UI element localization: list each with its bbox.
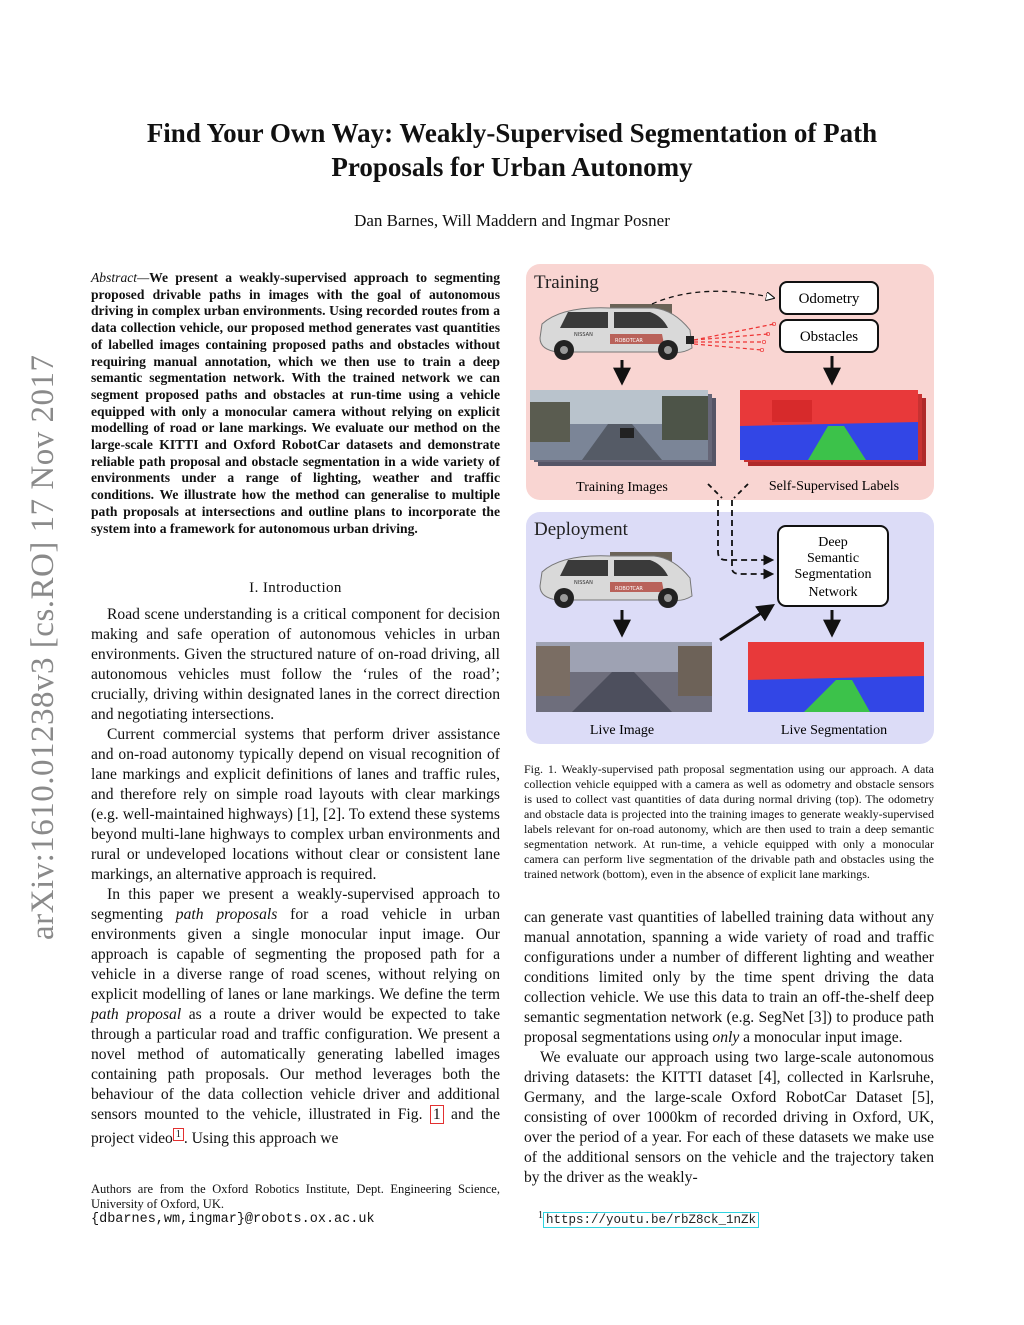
figure-ref-link[interactable]: 1 (430, 1105, 444, 1124)
footnote-mark: 1 (538, 1210, 543, 1221)
abstract-text: We present a weakly-supervised approach to segmenting proposed drivable paths in images with the goal of autonomous driving in complex urban environments. Using recorded routes from a data collection vehicle, our proposed method generates vast quantities of labelled images containing proposed paths and obstacles without requiring manual annotation, which we then use to train a deep semantic segmentation network. With the trained network we can segment proposed paths and obstacles at run-time using a vehicle equipped with only a monocular camera without relying on explicit modelling of road or lane markings. We evaluate our method on the large-scale KITTI and Oxford RobotCar datasets and demonstrate reliable path proposal and obstacle segmentation in a wide variety of environments under a range of lighting, weather and traffic conditions. We illustrate how the method can generalise to multiple path proposals at intersections and outline plans to incorporate the system into a framework for autonomous urban driving. (91, 270, 500, 536)
live-image (536, 642, 712, 712)
title-line-1: Find Your Own Way: Weakly-Supervised Segmentation of Path (146, 118, 878, 148)
training-car-icon (540, 304, 694, 360)
arxiv-identifier: arXiv:1610.01238v3 [cs.RO] 17 Nov 2017 (25, 354, 61, 940)
author-affiliation: Authors are from the Oxford Robotics Institute, Dept. Engineering Science, University of Oxford, UK. (91, 1182, 500, 1211)
deployment-label: Deployment (534, 519, 628, 540)
deployment-car-brand: NISSAN (574, 580, 593, 586)
figure-caption: Fig. 1. Weakly-supervised path proposal segmentation using our approach. A data collection vehicle equipped with a camera as well as odometry and obstacle sensors is used to collect vast quantities of data during normal driving (top). The odometry and obstacle data is projected into the training images to generate weakly-supervised labels relevant for on-road autonomy, which are then used to train a deep semantic segmentation network. At run-time, a vehicle equipped with only a monocular camera can perform live segmentation of the drivable path and obstacles using the trained network (bottom), even in the absence of explicit lane markings. (524, 762, 934, 881)
right-paragraph-2: We evaluate our approach using two large-scale autonomous driving datasets: the KITTI dataset [4], collected in Karlsruhe, Germany, and the large-scale Oxford RobotCar Dataset [5], consisting of over 1000km of recorded driving in Oxford, UK, over the period of a year. For each of these datasets we make use of the additional sensors on the vehicle and the trajectory taken by the driver as the weakly- (524, 1049, 934, 1186)
right-p1-b: a monocular input image. (739, 1029, 903, 1046)
right-p1-em: only (712, 1029, 740, 1046)
network-label-3: Segmentation (794, 567, 872, 582)
right-paragraph-1 (524, 908, 934, 1048)
deployment-car-icon (540, 552, 692, 608)
training-car-brand: NISSAN (574, 332, 593, 338)
intro-paragraph-3 (91, 885, 500, 1149)
intro-p3-a: In this paper we present a weakly-supervised approach to segmenting (91, 886, 500, 923)
intro-p3-e: . Using this approach we (183, 1130, 339, 1148)
abstract (91, 270, 500, 537)
odometry-label: Odometry (798, 291, 860, 307)
intro-body (91, 605, 500, 1149)
training-images-label: Training Images (576, 480, 668, 495)
abstract-lead: Abstract— (91, 270, 150, 285)
title-line-2: Proposals for Urban Autonomy (331, 152, 693, 182)
training-label: Training (534, 272, 599, 293)
intro-paragraph-1: Road scene understanding is a critical component for decision making and safe operation of autonomous vehicles in urban environments. Given the structured nature of on-road driving, all autonomous vehicles must follow the ‘rules of the road’; crucially, driving within designated lanes in the correct direction and negotiating intersections. (91, 606, 500, 723)
video-footnote (538, 1210, 759, 1228)
paper-title (100, 116, 924, 184)
self-supervised-labels-label: Self-Supervised Labels (768, 479, 900, 494)
section-heading-introduction: I. Introduction (249, 580, 342, 596)
live-segmentation-label: Live Segmentation (780, 723, 888, 738)
network-label-1: Deep (818, 535, 848, 550)
deployment-car-text: ROBOTCAR (615, 586, 643, 592)
video-url-link[interactable]: https://youtu.be/rbZ8ck_1nZk (543, 1212, 759, 1228)
live-segmentation (748, 642, 924, 712)
training-images-stack (530, 390, 716, 466)
figure-1 (522, 262, 936, 746)
training-car-text: ROBOTCAR (615, 338, 643, 344)
self-supervised-labels-stack (740, 390, 926, 466)
intro-p3-em2: path proposal (91, 1006, 182, 1023)
intro-paragraph-2: Current commercial systems that perform driver assistance and on-road autonomy typically depend on visual recognition of lane markings and explicit definitions of lanes and traffic rules, and therefore rely on simple road layouts with clear markings (e.g. well-maintained highways) [1], [2]. To extend these systems beyond multi-lane highways to complex urban environments and rural or undeveloped locations without clear or consistent lane markings, an alternative approach is required. (91, 726, 500, 883)
footnote-ref-link[interactable]: 1 (173, 1128, 184, 1141)
right-p1-a: can generate vast quantities of labelled training data without any manual annotation, spanning a wide variety of road and traffic configurations under a number of different lighting and weather conditions limited only by the time spent driving the data collection vehicle. We use this data to train an off-the-shelf deep semantic segmentation network (e.g. SegNet [3]) to produce path proposal segmentations using (524, 909, 934, 1046)
obstacles-label: Obstacles (799, 329, 859, 345)
network-label-4: Network (808, 585, 858, 600)
live-image-label: Live Image (589, 723, 655, 738)
author-footnote (91, 1182, 500, 1227)
intro-p3-c: as a route a driver would be expected to take through a particular road and traffic configuration. We present a novel method of automatically generating labelled images containing path proposals. Our method leverages both the behaviour of the data collection vehicle driver and additional sensors mounted to the vehicle, illustrated in Fig. (91, 1006, 500, 1123)
network-label-2: Semantic (806, 551, 860, 566)
right-column-body (524, 908, 934, 1188)
intro-p3-em1: path proposals (175, 906, 278, 923)
intro-p3-d: and the project video (91, 1106, 500, 1148)
paper-authors: Dan Barnes, Will Maddern and Ingmar Posner (354, 211, 670, 230)
intro-p3-b: for a road vehicle in urban environments given a single monocular input image. Our approach is capable of segmenting the proposed path for a vehicle in a diverse range of road scenes, without relying on explicit modelling of lanes or lane markings. We define the term (91, 906, 500, 1003)
author-emails: {dbarnes,wm,ingmar}@robots.ox.ac.uk (91, 1212, 375, 1227)
